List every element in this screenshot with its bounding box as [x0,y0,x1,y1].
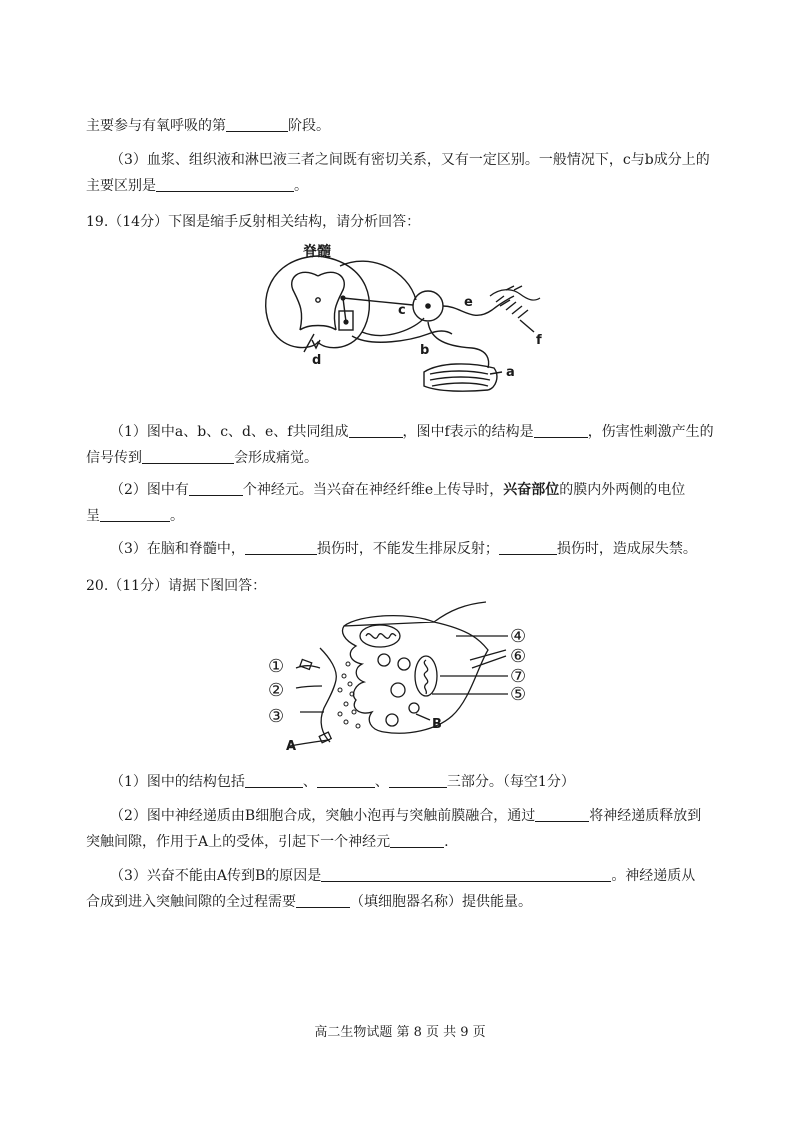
answer-blank[interactable] [389,773,447,788]
answer-blank[interactable] [317,773,375,788]
label-circled-4: ④ [510,626,527,647]
answer-blank[interactable] [390,833,444,848]
q19-part2-line2: 呈 。 [86,508,184,524]
presynaptic-terminal [343,602,489,733]
label-b: b [420,343,430,358]
postsynaptic-membrane [320,648,336,742]
q19-part3-line: （3）在脑和脊髓中， 损伤时，不能发生排尿反射； 损伤时，造成尿失禁。 [110,541,697,557]
answer-blank[interactable] [321,867,611,882]
q18-part3-line1: （3）血浆、组织液和淋巴液三者之间既有密切关系，又有一定区别。一般情况下，c与b成分上的 [110,152,710,168]
label-f: f [536,333,542,348]
page-footer: 高二生物试题 第 8 页 共 9 页 [314,1025,486,1040]
label-circled-2: ② [268,680,285,701]
answer-blank[interactable] [245,773,303,788]
q19-part1-line1: （1）图中a、b、c、d、e、f共同组成 ，图中f表示的结构是 ，伤害性刺激产生的 [110,424,714,440]
label-circled-7: ⑦ [510,666,527,687]
answer-blank[interactable] [535,807,589,822]
q20-part2-line1: （2）图中神经递质由B细胞合成，突触小泡再与突触前膜融合，通过 将神经递质释放到 [110,808,702,824]
q18-continuation-line: 主要参与有氧呼吸的第 阶段。 [86,118,330,134]
q19-part2-line1: （2）图中有 个神经元。当兴奋在神经纤维e上传导时，兴奋部位的膜内外两侧的电位 [110,482,686,498]
q20-part2-line2: 突触间隙，作用于A上的受体，引起下一个神经元 . [86,834,449,850]
answer-blank[interactable] [296,893,350,908]
q19-part1-line2: 信号传到 会形成痛觉。 [86,450,318,466]
q20-part3-line2: 合成到进入突触间隙的全过程需要 （填细胞器名称）提供能量。 [86,894,532,910]
label-c: c [398,303,406,318]
spinal-cord-title: 脊髓 [303,244,331,260]
label-circled-3: ③ [268,706,285,727]
label-circled-1: ① [268,656,285,677]
label-B: B [432,717,442,732]
q20-part1-line: （1）图中的结构包括 、 、 三部分。（每空1分） [110,774,575,790]
label-a: a [506,365,515,380]
label-circled-6: ⑥ [510,646,527,667]
label-e: e [464,295,473,310]
q20-heading: 20.（11分）请据下图回答： [86,578,267,594]
q18-part3-line2: 主要区别是 。 [86,178,308,194]
q19-heading: 19.（14分）下图是缩手反射相关结构，请分析回答： [86,214,421,230]
q20-part3-line1: （3）兴奋不能由A传到B的原因是 。神经递质从 [110,868,696,884]
label-A: A [286,739,297,754]
label-d: d [312,353,322,368]
label-circled-5: ⑤ [510,684,527,705]
